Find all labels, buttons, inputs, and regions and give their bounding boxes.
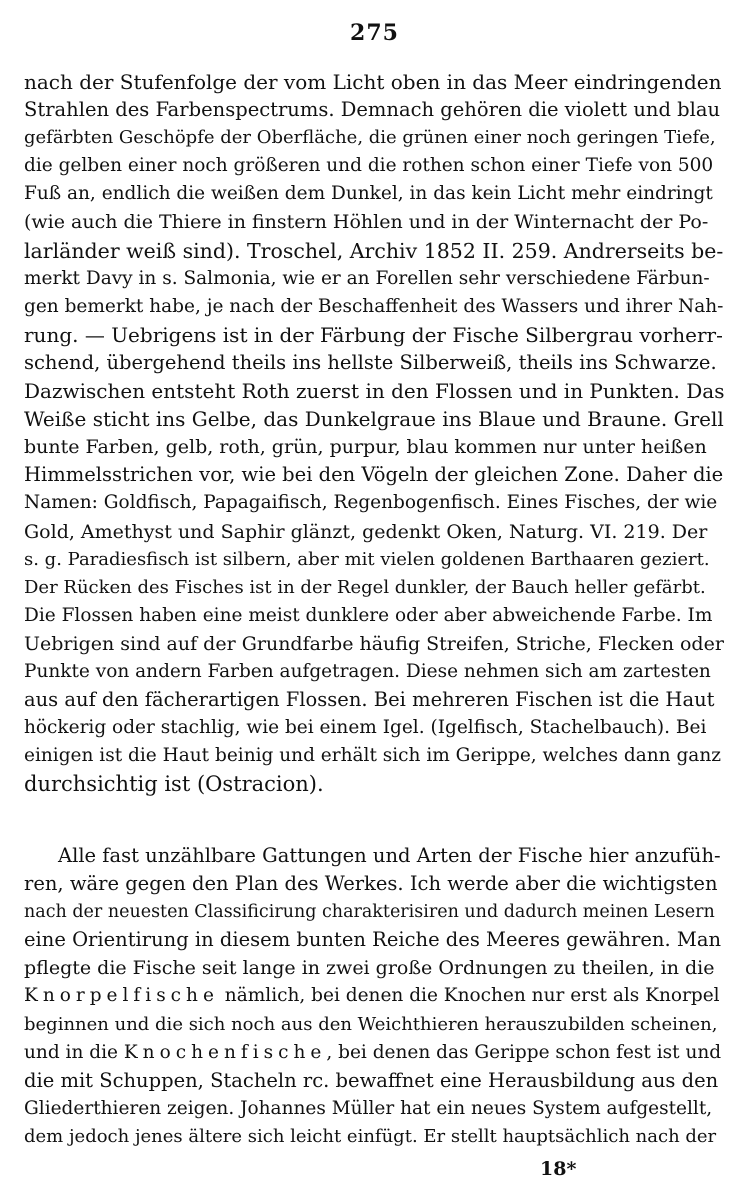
- text-line: [24, 1039, 724, 1067]
- text-line: Der Rücken des Fisches ist in der Regel dunkler, der Bauch heller gefärbt.: [24, 576, 706, 598]
- text-span: , bei denen das Gerippe schon fest ist und: [326, 1041, 722, 1063]
- text-line: Himmelsstrichen vor, wie bei den Vögeln der gleichen Zone. Daher die: [24, 463, 724, 487]
- text-line: eine Orientirung in diesem bunten Reiche des Meeres gewähren. Man: [24, 928, 722, 952]
- text-line: nach der Stufenfolge der vom Licht oben in das Meer eindringenden: [24, 70, 722, 94]
- text-line: ren, wäre gegen den Plan des Werkes. Ich werde aber die wichtigsten: [24, 872, 718, 896]
- text-line: aus auf den fächerartigen Flossen. Bei mehreren Fischen ist die Haut: [24, 688, 715, 712]
- text-line: nach der neuesten Classificirung charakterisiren und dadurch meinen Lesern: [24, 902, 715, 923]
- text-span: und in die: [24, 1041, 124, 1063]
- text-line: larländer weiß sind). Troschel, Archiv 1852 II. 259. Andrerseits be-: [24, 238, 724, 263]
- emphasis-term: Knochenfische: [123, 1041, 327, 1063]
- text-line: die mit Schuppen, Stacheln rc. bewaffnet eine Herausbildung aus den: [24, 1068, 719, 1092]
- text-line: Die Flossen haben eine meist dunklere oder aber abweichende Farbe. Im: [24, 604, 713, 626]
- text-line: beginnen und die sich noch aus den Weichthieren herauszubilden scheinen,: [24, 1013, 718, 1035]
- emphasis-term: Knorpelfische: [24, 985, 219, 1007]
- text-line: [24, 982, 724, 1010]
- text-line: Dazwischen entsteht Roth zuerst in den Flossen und in Punkten. Das: [24, 379, 725, 404]
- paragraph-fish-coloration: [24, 68, 724, 798]
- text-line: einigen ist die Haut beinig und erhält sich im Gerippe, welches dann ganz: [24, 745, 721, 767]
- text-line: Weiße sticht ins Gelbe, das Dunkelgraue ins Blaue und Braune. Grell: [24, 407, 724, 432]
- text-line: Gliederthieren zeigen. Johannes Müller hat ein neues System aufgestellt,: [24, 1097, 713, 1119]
- text-line: merkt Davy in s. Salmonia, wie er an Forellen sehr verschiedene Färbun-: [24, 267, 710, 289]
- text-line: (wie auch die Thiere in finstern Höhlen und in der Winternacht der Po-: [24, 211, 709, 234]
- text-line: durchsichtig ist (Ostracion).: [24, 772, 324, 797]
- text-line: Uebrigen sind auf der Grundfarbe häufig Streifen, Striche, Flecken oder: [24, 632, 724, 655]
- text-line: schend, übergehend theils ins hellste Silberweiß, theils ins Schwarze.: [24, 350, 717, 374]
- text-line: Gold, Amethyst und Saphir glänzt, gedenkt Oken, Naturg. VI. 219. Der: [24, 520, 708, 543]
- text-line: rung. — Uebrigens ist in der Färbung der Fische Silbergrau vorherr-: [24, 322, 723, 347]
- text-line: höckerig oder stachlig, wie bei einem Igel. (Igelfisch, Stachelbauch). Bei: [24, 717, 707, 739]
- text-line: Punkte von andern Farben aufgetragen. Diese nehmen sich am zartesten: [24, 660, 711, 682]
- text-line: pflegte die Fische seit lange in zwei große Ordnungen zu theilen, in die: [24, 957, 715, 980]
- paragraph-fish-classification: [24, 842, 724, 1151]
- text-span: nämlich, bei denen die Knochen nur erst als Knorpel: [218, 985, 720, 1007]
- text-line: Namen: Goldfisch, Papagaifisch, Regenbogenfisch. Eines Fisches, der wie: [24, 492, 718, 514]
- signature-mark: 18*: [540, 1158, 577, 1180]
- text-line: s. g. Paradiesfisch ist silbern, aber mit vielen goldenen Barthaaren geziert.: [24, 548, 710, 570]
- text-line: Strahlen des Farbenspectrums. Demnach gehören die violett und blau: [24, 98, 721, 122]
- text-line: gefärbten Geschöpfe der Oberfläche, die grünen einer noch geringen Tiefe,: [24, 127, 716, 149]
- text-line: dem jedoch jenes ältere sich leicht einfügt. Er stellt hauptsächlich nach der: [24, 1125, 717, 1147]
- text-line: bunte Farben, gelb, roth, grün, purpur, blau kommen nur unter heißen: [24, 436, 707, 459]
- text-line: Alle fast unzählbare Gattungen und Arten der Fische hier anzufüh-: [58, 844, 721, 867]
- text-line: gen bemerkt habe, je nach der Beschaffenheit des Wassers und ihrer Nah-: [24, 295, 724, 317]
- text-line: Fuß an, endlich die weißen dem Dunkel, in das kein Licht mehr eindringt: [24, 183, 713, 205]
- text-line: die gelben einer noch größeren und die rothen schon einer Tiefe von 500: [24, 155, 714, 177]
- page-number: 275: [350, 20, 399, 46]
